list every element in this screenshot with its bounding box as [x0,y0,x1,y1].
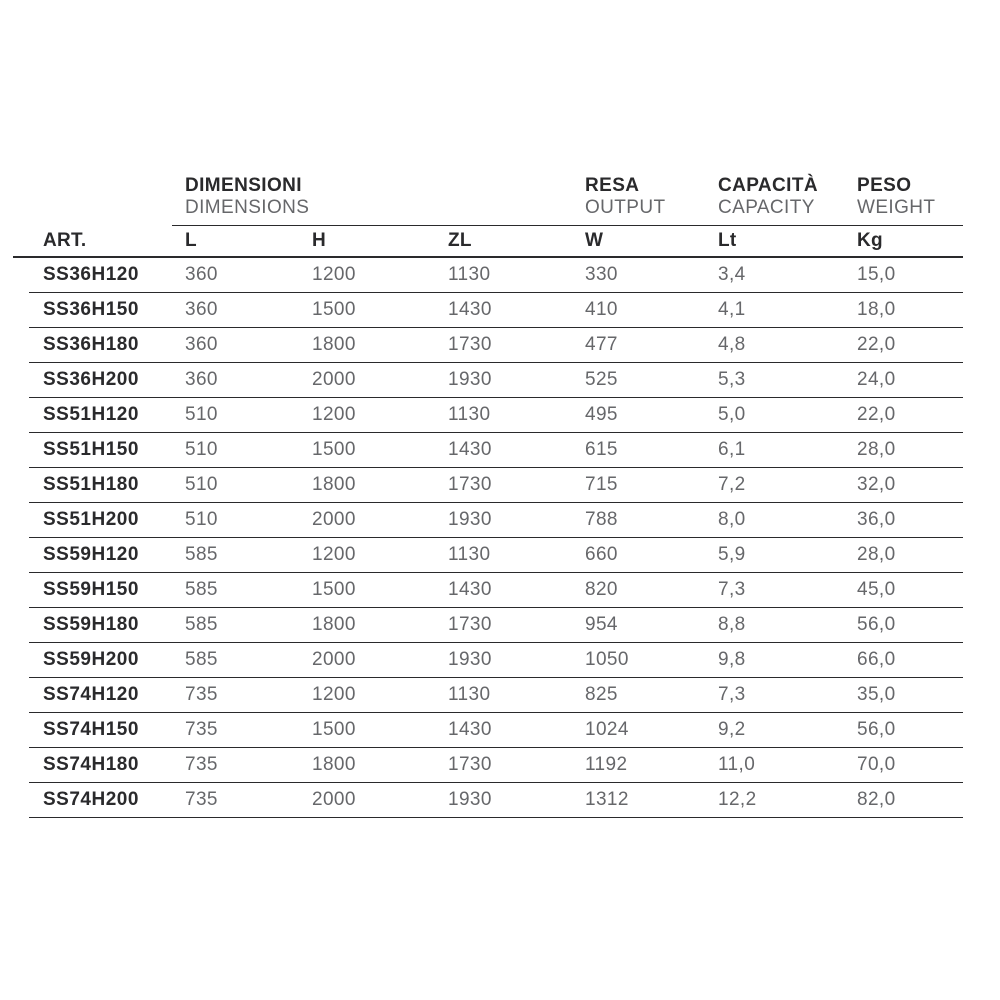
value-cell: 1192 [585,754,628,775]
table-row [29,328,963,363]
value-cell: 825 [585,684,618,705]
value-cell: 1200 [312,264,356,285]
value-cell: 788 [585,509,618,530]
value-cell: 735 [185,719,218,740]
value-cell: 1430 [448,299,492,320]
value-cell: 1730 [448,614,492,635]
group-output-title: RESA [585,175,640,196]
group-weight-subtitle: WEIGHT [857,197,936,218]
value-cell: 735 [185,684,218,705]
value-cell: 11,0 [718,754,756,775]
column-header-lt: Lt [718,230,737,251]
table-row [29,503,963,538]
art-code-cell: SS51H120 [43,404,139,425]
value-cell: 1800 [312,334,356,355]
table-row [29,538,963,573]
art-code-cell: SS59H150 [43,579,139,600]
art-code-cell: SS36H120 [43,264,139,285]
art-code-cell: SS36H180 [43,334,139,355]
value-cell: 22,0 [857,404,896,425]
value-cell: 1930 [448,509,492,530]
value-cell: 585 [185,544,218,565]
table-row [29,713,963,748]
art-code-cell: SS51H180 [43,474,139,495]
value-cell: 615 [585,439,618,460]
table-row [29,363,963,398]
value-cell: 3,4 [718,264,746,285]
value-cell: 5,0 [718,404,746,425]
value-cell: 6,1 [718,439,746,460]
table-row [29,783,963,818]
table-row [29,748,963,783]
value-cell: 1430 [448,439,492,460]
value-cell: 56,0 [857,719,896,740]
value-cell: 70,0 [857,754,896,775]
value-cell: 585 [185,649,218,670]
art-code-cell: SS74H150 [43,719,139,740]
art-code-cell: SS51H200 [43,509,139,530]
table-row [29,643,963,678]
column-header-row [13,226,963,258]
value-cell: 1930 [448,369,492,390]
column-header-l: L [185,230,197,251]
value-cell: 56,0 [857,614,896,635]
value-cell: 360 [185,264,218,285]
group-capacity-title: CAPACITÀ [718,175,818,196]
value-cell: 1200 [312,684,356,705]
value-cell: 1800 [312,754,356,775]
value-cell: 4,8 [718,334,746,355]
table-row [29,398,963,433]
table-row [29,573,963,608]
value-cell: 28,0 [857,544,896,565]
value-cell: 2000 [312,369,356,390]
group-output [572,175,705,226]
value-cell: 1930 [448,789,492,810]
table-row [29,608,963,643]
spec-table [29,175,963,818]
value-cell: 360 [185,299,218,320]
value-cell: 477 [585,334,618,355]
value-cell: 954 [585,614,618,635]
value-cell: 1200 [312,544,356,565]
art-code-cell: SS51H150 [43,439,139,460]
art-code-cell: SS59H200 [43,649,139,670]
value-cell: 1050 [585,649,629,670]
value-cell: 36,0 [857,509,896,530]
value-cell: 1130 [448,544,491,565]
value-cell: 12,2 [718,789,757,810]
art-code-cell: SS74H200 [43,789,139,810]
value-cell: 7,2 [718,474,746,495]
value-cell: 660 [585,544,618,565]
value-cell: 5,3 [718,369,746,390]
art-code-cell: SS36H150 [43,299,139,320]
value-cell: 1200 [312,404,356,425]
value-cell: 2000 [312,789,356,810]
column-header-kg: Kg [857,230,883,251]
value-cell: 1500 [312,299,356,320]
value-cell: 28,0 [857,439,896,460]
value-cell: 2000 [312,509,356,530]
value-cell: 1800 [312,614,356,635]
value-cell: 66,0 [857,649,896,670]
value-cell: 22,0 [857,334,896,355]
value-cell: 1500 [312,439,356,460]
group-dimensions-subtitle: DIMENSIONS [185,197,310,218]
value-cell: 1500 [312,719,356,740]
value-cell: 82,0 [857,789,896,810]
column-header-zl: ZL [448,230,472,251]
table-row [29,433,963,468]
value-cell: 1024 [585,719,629,740]
value-cell: 360 [185,369,218,390]
value-cell: 715 [585,474,618,495]
value-cell: 410 [585,299,618,320]
value-cell: 1312 [585,789,629,810]
value-cell: 495 [585,404,618,425]
value-cell: 32,0 [857,474,896,495]
value-cell: 35,0 [857,684,896,705]
value-cell: 45,0 [857,579,896,600]
value-cell: 360 [185,334,218,355]
value-cell: 18,0 [857,299,896,320]
value-cell: 7,3 [718,684,746,705]
value-cell: 585 [185,614,218,635]
group-capacity [705,175,844,226]
group-capacity-subtitle: CAPACITY [718,197,815,218]
table-row [29,293,963,328]
table-body [29,258,963,818]
group-weight [844,175,963,226]
value-cell: 1730 [448,334,492,355]
value-cell: 1930 [448,649,492,670]
group-output-subtitle: OUTPUT [585,197,666,218]
value-cell: 510 [185,439,218,460]
value-cell: 330 [585,264,618,285]
table-row [29,468,963,503]
table-row [29,678,963,713]
group-weight-title: PESO [857,175,912,196]
value-cell: 1800 [312,474,356,495]
value-cell: 735 [185,789,218,810]
value-cell: 1130 [448,684,491,705]
column-header-w: W [585,230,604,251]
value-cell: 24,0 [857,369,896,390]
value-cell: 1500 [312,579,356,600]
group-header-row [29,175,963,226]
value-cell: 8,0 [718,509,746,530]
value-cell: 510 [185,404,218,425]
group-dimensions-title: DIMENSIONI [185,175,302,196]
value-cell: 525 [585,369,618,390]
value-cell: 510 [185,474,218,495]
value-cell: 2000 [312,649,356,670]
value-cell: 1430 [448,579,492,600]
value-cell: 510 [185,509,218,530]
art-code-cell: SS74H180 [43,754,139,775]
value-cell: 1130 [448,264,491,285]
column-header-art: ART. [43,230,87,251]
art-code-cell: SS59H180 [43,614,139,635]
group-dimensions [172,175,572,226]
value-cell: 9,8 [718,649,746,670]
column-header-h: H [312,230,327,251]
table-row [29,258,963,293]
value-cell: 5,9 [718,544,746,565]
value-cell: 8,8 [718,614,746,635]
value-cell: 1730 [448,754,492,775]
value-cell: 1730 [448,474,492,495]
value-cell: 1130 [448,404,491,425]
value-cell: 820 [585,579,618,600]
art-code-cell: SS36H200 [43,369,139,390]
value-cell: 1430 [448,719,492,740]
art-code-cell: SS59H120 [43,544,139,565]
value-cell: 4,1 [718,299,746,320]
value-cell: 7,3 [718,579,746,600]
value-cell: 9,2 [718,719,746,740]
art-code-cell: SS74H120 [43,684,139,705]
value-cell: 15,0 [857,264,896,285]
value-cell: 735 [185,754,218,775]
value-cell: 585 [185,579,218,600]
